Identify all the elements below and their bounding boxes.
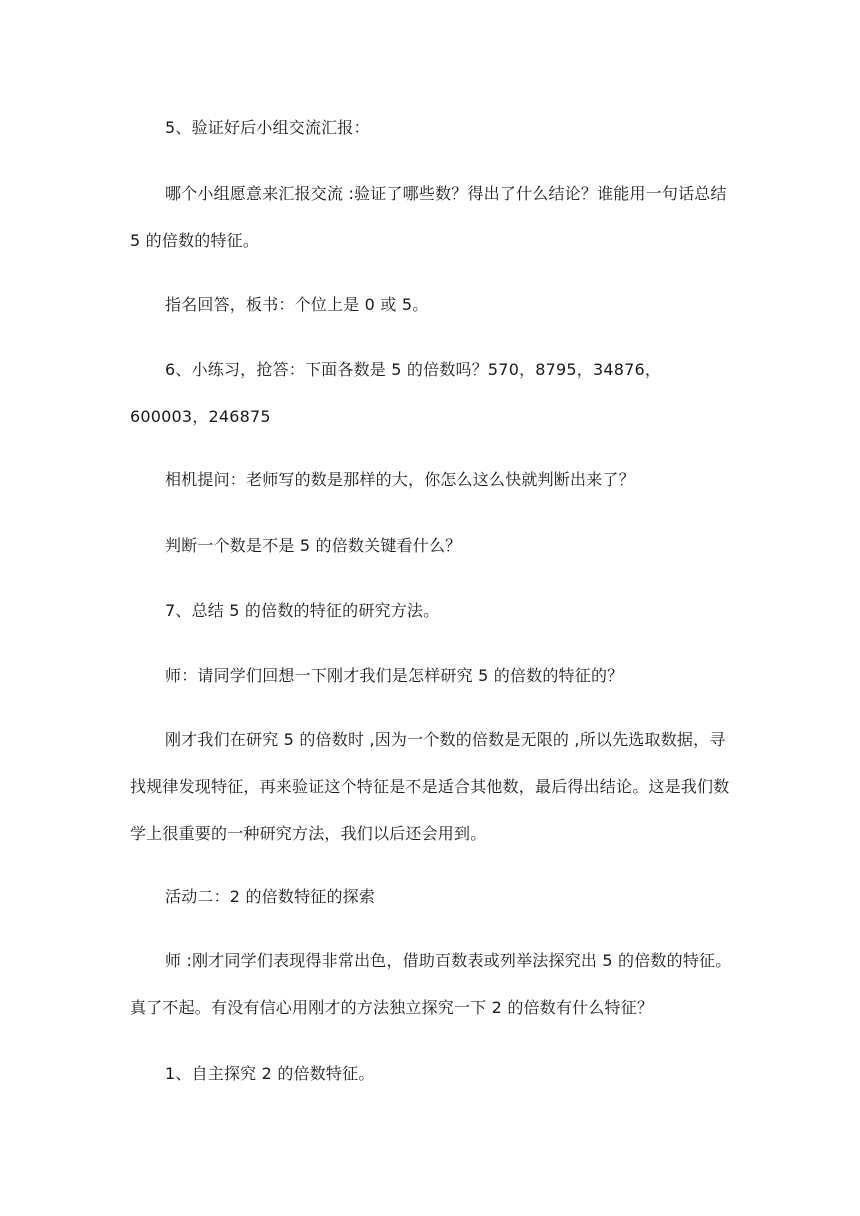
paragraph-teacher-recall: 师：请同学们回想一下刚才我们是怎样研究 5 的倍数的特征的？ xyxy=(165,666,624,685)
paragraph-step6-exercise: 6、小练习，抢答：下面各数是 5 的倍数吗？570，8795，34876，600003，246875 xyxy=(130,360,662,426)
paragraph-step5-report: 5、验证好后小组交流汇报： xyxy=(165,118,370,137)
paragraph-step1-explore: 1、自主探究 2 的倍数特征。 xyxy=(165,1064,375,1083)
paragraph-key-question: 判断一个数是不是 5 的倍数关键看什么？ xyxy=(165,536,462,555)
paragraph-group-question: 哪个小组愿意来汇报交流 :验证了哪些数？得出了什么结论？谁能用一句话总结 5 的倍数的特征。 xyxy=(130,184,727,250)
paragraph-method-explanation: 刚才我们在研究 5 的倍数时 ,因为一个数的倍数是无限的 ,所以先选取数据，寻找规律发现特征，再来验证这个特征是不是适合其他数，最后得出结论。这是我们数学上很重要的一种研究方法，我们以后还会用到。 xyxy=(130,730,730,843)
paragraph-teacher-praise: 师 :刚才同学们表现得非常出色，借助百数表或列举法探究出 5 的倍数的特征。真了不起。有没有信心用刚才的方法独立探究一下 2 的倍数有什么特征？ xyxy=(130,951,732,1017)
paragraph-answer-board: 指名回答，板书：个位上是 0 或 5。 xyxy=(165,295,429,314)
paragraph-activity-two: 活动二：2 的倍数特征的探索 xyxy=(165,887,376,906)
paragraph-teacher-question: 相机提问：老师写的数是那样的大，你怎么这么快就判断出来了？ xyxy=(165,470,635,489)
paragraph-step7-summary: 7、总结 5 的倍数的特征的研究方法。 xyxy=(165,601,440,620)
